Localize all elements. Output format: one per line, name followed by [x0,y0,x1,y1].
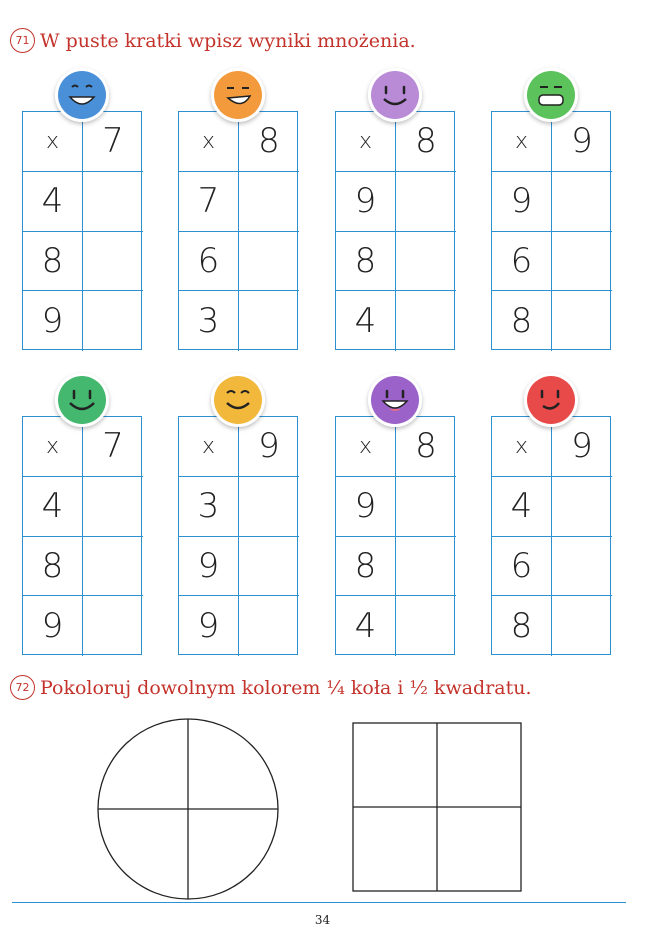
multiplication-table-8 [491,416,611,655]
multiplier-cell: 9 [552,112,612,172]
factor-cell: 9 [336,172,396,232]
answer-cell[interactable] [83,477,143,537]
smiley-face-icon [524,373,578,427]
answer-cell[interactable] [396,291,456,351]
answer-cell[interactable] [552,232,612,292]
factor-cell: 4 [492,477,552,537]
footer-divider [12,902,626,903]
factor-cell: 8 [492,291,552,351]
task-71-instruction: W puste kratki wpisz wyniki mnożenia. [40,29,416,52]
factor-cell: 8 [23,537,83,597]
answer-cell[interactable] [239,477,299,537]
factor-cell: 4 [336,291,396,351]
answer-cell[interactable] [83,232,143,292]
multiplier-cell: 9 [552,417,612,477]
operator-cell: x [336,112,396,172]
answer-cell[interactable] [83,596,143,656]
factor-cell: 9 [336,477,396,537]
smiley-face-icon [524,68,578,122]
quartered-circle[interactable] [96,717,280,901]
factor-cell: 3 [179,291,239,351]
factor-cell: 8 [336,232,396,292]
task-72-instruction: Pokoloruj dowolnym kolorem ¼ koła i ½ kwadratu. [40,676,532,699]
answer-cell[interactable] [239,172,299,232]
answer-cell[interactable] [83,172,143,232]
operator-cell: x [336,417,396,477]
task-number-badge: 72 [10,675,35,700]
smiley-face-icon [368,68,422,122]
factor-cell: 7 [179,172,239,232]
multiplier-cell: 8 [396,112,456,172]
multiplication-table-4 [491,111,611,350]
multiplication-table-1 [22,111,142,350]
factor-cell: 6 [492,232,552,292]
multiplication-table-2 [178,111,298,350]
task-71-heading [10,28,416,53]
answer-cell[interactable] [396,596,456,656]
multiplication-table-3 [335,111,455,350]
factor-cell: 4 [23,172,83,232]
factor-cell: 6 [179,232,239,292]
factor-cell: 9 [179,537,239,597]
factor-cell: 3 [179,477,239,537]
operator-cell: x [492,112,552,172]
task-number-badge: 71 [10,28,35,53]
answer-cell[interactable] [552,291,612,351]
answer-cell[interactable] [239,596,299,656]
factor-cell: 9 [23,596,83,656]
factor-cell: 6 [492,537,552,597]
answer-cell[interactable] [239,291,299,351]
multiplication-table-6 [178,416,298,655]
factor-cell: 9 [23,291,83,351]
smiley-face-icon [55,373,109,427]
answer-cell[interactable] [239,537,299,597]
operator-cell: x [492,417,552,477]
task-72-heading [10,675,532,700]
operator-cell: x [23,417,83,477]
factor-cell: 9 [492,172,552,232]
answer-cell[interactable] [552,537,612,597]
smiley-face-icon [211,373,265,427]
answer-cell[interactable] [552,596,612,656]
operator-cell: x [23,112,83,172]
answer-cell[interactable] [83,291,143,351]
operator-cell: x [179,417,239,477]
factor-cell: 4 [336,596,396,656]
smiley-face-icon [55,68,109,122]
answer-cell[interactable] [396,477,456,537]
factor-cell: 4 [23,477,83,537]
factor-cell: 8 [336,537,396,597]
multiplier-cell: 8 [396,417,456,477]
answer-cell[interactable] [396,172,456,232]
answer-cell[interactable] [396,232,456,292]
multiplier-cell: 9 [239,417,299,477]
multiplication-table-7 [335,416,455,655]
multiplier-cell: 7 [83,417,143,477]
multiplication-table-5 [22,416,142,655]
factor-cell: 8 [23,232,83,292]
factor-cell: 9 [179,596,239,656]
multiplier-cell: 7 [83,112,143,172]
answer-cell[interactable] [239,232,299,292]
multiplier-cell: 8 [239,112,299,172]
smiley-face-icon [211,68,265,122]
answer-cell[interactable] [83,537,143,597]
answer-cell[interactable] [552,477,612,537]
factor-cell: 8 [492,596,552,656]
answer-cell[interactable] [396,537,456,597]
quartered-square[interactable] [352,722,522,892]
smiley-face-icon [368,373,422,427]
answer-cell[interactable] [552,172,612,232]
operator-cell: x [179,112,239,172]
page-number: 34 [314,913,331,927]
